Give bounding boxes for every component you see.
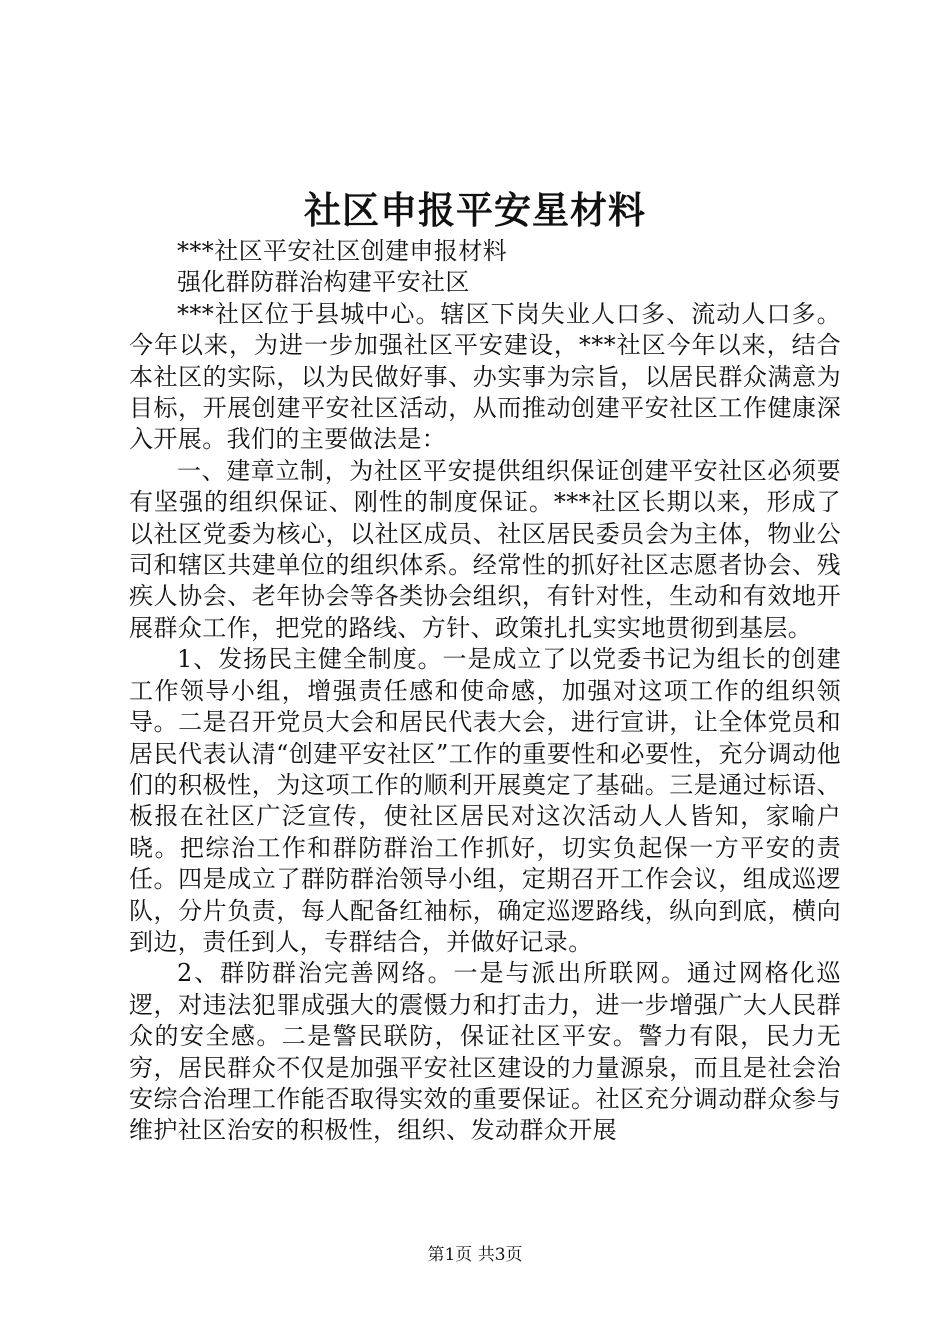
document-title: 社区申报平安星材料	[304, 188, 646, 232]
paragraph-item-one: 1、发扬民主健全制度。一是成立了以党委书记为组长的创建工作领导小组，增强责任感和使命感，加强对这项工作的组织领导。二是召开党员大会和居民代表大会，进行宣讲，让全体党员和居民代表认清“创建平安社区”工作的重要性和必要性，充分调动他们的积极性，为这项工作的顺利开展奠定了基础。三是通过标语、板报在社区广泛宣传，使社区居民对这次活动人人皆知，家喻户晓。把综治工作和群防群治工作抓好，切实负起保一方平安的责任。四是成立了群防群治领导小组，定期召开工作会议，组成巡逻队，分片负责，每人配备红袖标，确定巡逻路线，纵向到底，横向到边，责任到人，专群结合，并做好记录。	[129, 645, 841, 956]
paragraph-section-one: 一、建章立制，为社区平安提供组织保证创建平安社区必须要有坚强的组织保证、刚性的制度保证。***社区长期以来，形成了以社区党委为核心，以社区成员、社区居民委员会为主体，物业公司和辖区共建单位的组织体系。经常性的抓好社区志愿者协会、残疾人协会、老年协会等各类协会组织，有针对性，生动和有效地开展群众工作，把党的路线、方针、政策扎扎实实地贯彻到基层。	[129, 456, 841, 642]
paragraph-subtitle: ***社区平安社区创建申报材料	[177, 237, 507, 265]
page-indicator: 第1页 共3页	[427, 1245, 523, 1265]
paragraph-intro: ***社区位于县城中心。辖区下岗失业人口多、流动人口多。今年以来，为进一步加强社区平安建设，***社区今年以来，结合本社区的实际，以为民做好事、办实事为宗旨，以居民群众满意为目标，开展创建平安社区活动，从而推动创建平安社区工作健康深入开展。我们的主要做法是：	[129, 299, 841, 454]
document-body	[129, 236, 841, 1147]
paragraph-slogan: 强化群防群治构建平安社区	[177, 268, 470, 297]
paragraph-item-two: 2、群防群治完善网络。一是与派出所联网。通过网格化巡逻，对违法犯罪成强大的震慑力和打击力，进一步增强广大人民群众的安全感。二是警民联防，保证社区平安。警力有限，民力无穷，居民群众不仅是加强平安社区建设的力量源泉，而且是社会治安综合治理工作能否取得实效的重要保证。社区充分调动群众参与维护社区治安的积极性，组织、发动群众开展	[129, 959, 841, 1145]
